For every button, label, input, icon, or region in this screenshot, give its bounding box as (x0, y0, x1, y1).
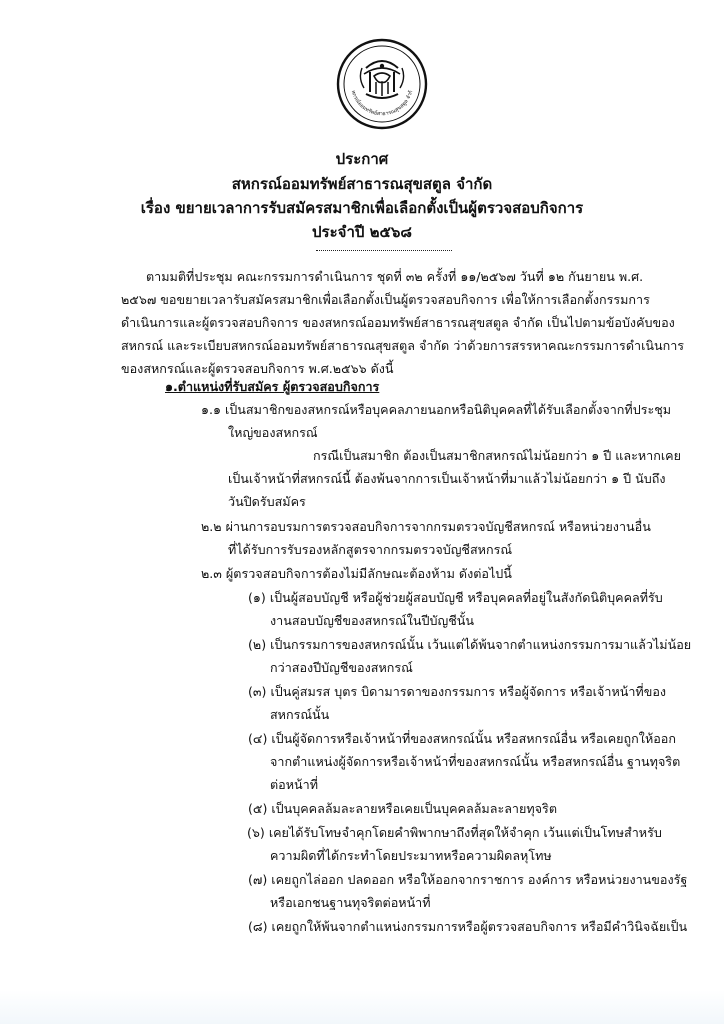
item-2-3: ๒.๓ ผู้ตรวจสอบกิจการต้องไม่มีลักษณะต้องห้าม ดังต่อไปนี้ (201, 566, 512, 581)
announcement-title: ประกาศ (335, 150, 389, 168)
item-2-2-cont: ที่ได้รับการรับรองหลักสูตรจากกรมตรวจบัญชีสหกรณ์ (228, 542, 513, 557)
prohibition-item: (๗) เคยถูกไล่ออก ปลดออก หรือให้ออกจากราชการ องค์การ หรือหน่วยงานของรัฐ (248, 872, 688, 887)
item-1-1-cont: กรณีเป็นสมาชิก ต้องเป็นสมาชิกสหกรณ์ไม่น้อยกว่า ๑ ปี และหากเคย (313, 448, 681, 463)
prohibition-item: (๑) เป็นผู้สอบบัญชี หรือผู้ช่วยผู้สอบบัญชี หรือบุคคลที่อยู่ในสังกัดนิติบุคคลที่รับ (248, 590, 663, 605)
intro-line: สหกรณ์ และระเบียบสหกรณ์ออมทรัพย์สาธารณสุขสตูล จำกัด ว่าด้วยการสรรหาคณะกรรมการดำเนินการ (121, 338, 685, 353)
intro-line: ดำเนินการและผู้ตรวจสอบกิจการ ของสหกรณ์ออมทรัพย์สาธารณสุขสตูล จำกัด เป็นไปตามข้อบังคับของ (121, 315, 675, 330)
prohibition-item: (๓) เป็นคู่สมรส บุตร บิดามารดาของกรรมการ หรือผู้จัดการ หรือเจ้าหน้าที่ของ (248, 684, 667, 699)
item-1-1-cont: เป็นเจ้าหน้าที่สหกรณ์นี้ ต้องพ้นจากการเป็นเจ้าหน้าที่มาแล้วไม่น้อยกว่า ๑ ปี นับถึง (228, 471, 666, 486)
intro-line: ๒๕๖๗ ขอขยายเวลารับสมัครสมาชิกเพื่อเลือกตั้งเป็นผู้ตรวจสอบกิจการ เพื่อให้การเลือกตั้งกรรมการ (121, 292, 650, 307)
prohibition-item: (๕) เป็นบุคคลล้มละลายหรือเคยเป็นบุคคลล้มละลายทุจริต (248, 801, 557, 816)
prohibition-item-cont: ต่อหน้าที่ (270, 777, 319, 792)
item-1-1: ๑.๑ เป็นสมาชิกของสหกรณ์หรือบุคคลภายนอกหรือนิติบุคคลที่ได้รับเลือกตั้งจากที่ประชุม (201, 402, 672, 417)
dotted-divider (316, 250, 452, 251)
prohibition-item: (๘) เคยถูกให้พ้นจากตำแหน่งกรรมการหรือผู้ตรวจสอบกิจการ หรือมีคำวินิจฉัยเป็น (248, 919, 688, 934)
prohibition-item: (๔) เป็นผู้จัดการหรือเจ้าหน้าที่ของสหกรณ์นั้น หรือสหกรณ์อื่น หรือเคยถูกให้ออก (248, 731, 676, 746)
prohibition-item-cont: ความผิดที่ได้กระทำโดยประมาทหรือความผิดลหุโทษ (270, 848, 552, 863)
cooperative-seal (336, 38, 428, 130)
announcement-year: ประจำปี ๒๕๖๘ (312, 223, 412, 241)
item-1-1-cont: วันปิดรับสมัคร (228, 494, 306, 509)
prohibition-item-cont: กว่าสองปีบัญชีของสหกรณ์ (270, 660, 413, 675)
seal-caption: หกรณ์ออมทรัพย์สาธารณสุขสตูล จำกั (349, 89, 415, 118)
announcement-subject: เรื่อง ขยายเวลาการรับสมัครสมาชิกเพื่อเลือกตั้งเป็นผู้ตรวจสอบกิจการ (140, 199, 584, 217)
page-bottom-edge (0, 990, 724, 1024)
prohibition-item: (๖) เคยได้รับโทษจำคุกโดยคำพิพากษาถึงที่สุดให้จำคุก เว้นแต่เป็นโทษสำหรับ (247, 825, 662, 840)
item-1-1-cont: ใหญ่ของสหกรณ์ (228, 425, 318, 440)
prohibition-item-cont: งานสอบบัญชีของสหกรณ์ในปีบัญชีนั้น (270, 613, 474, 628)
prohibition-item-cont: หรือเอกชนฐานทุจริตต่อหน้าที่ (270, 895, 431, 910)
item-2-2: ๒.๒ ผ่านการอบรมการตรวจสอบกิจการจากกรมตรวจบัญชีสหกรณ์ หรือหน่วยงานอื่น (201, 519, 651, 534)
intro-line: ตามมติที่ประชุม คณะกรรมการดำเนินการ ชุดที่ ๓๒ ครั้งที่ ๑๑/๒๕๖๗ วันที่ ๑๒ กันยายน พ.ศ. (146, 269, 644, 284)
cooperative-seal-icon (336, 38, 428, 130)
section-title: ๑.ตำแหน่งที่รับสมัคร ผู้ตรวจสอบกิจการ (165, 379, 380, 394)
prohibition-item-cont: สหกรณ์นั้น (270, 707, 330, 722)
intro-line: ของสหกรณ์และผู้ตรวจสอบกิจการ พ.ศ.๒๕๖๖ ดังนี้ (121, 361, 394, 376)
prohibition-item: (๒) เป็นกรรมการของสหกรณ์นั้น เว้นแต่ได้พ้นจากตำแหน่งกรรมการมาแล้วไม่น้อย (248, 637, 692, 652)
cooperative-name: สหกรณ์ออมทรัพย์สาธารณสุขสตูล จำกัด (231, 175, 493, 193)
prohibition-item-cont: จากตำแหน่งผู้จัดการหรือเจ้าหน้าที่ของสหกรณ์นั้น หรือสหกรณ์อื่น ฐานทุจริต (270, 754, 681, 769)
